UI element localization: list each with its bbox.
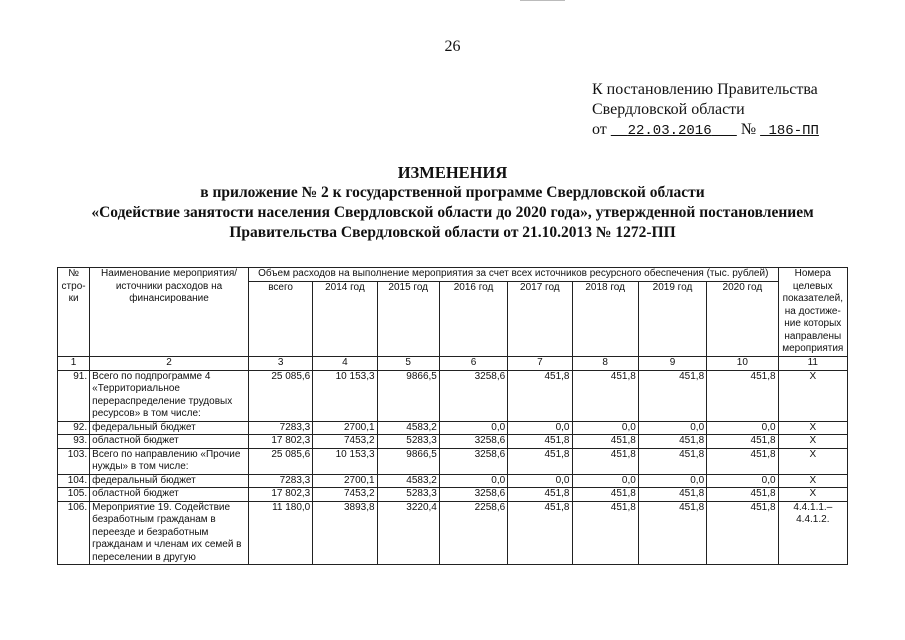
amount-cell: 0,0	[439, 474, 507, 488]
indicator-number: Х	[778, 435, 847, 449]
column-number: 2	[90, 357, 249, 371]
column-number: 3	[248, 357, 312, 371]
decree-number: 186-ПП	[768, 123, 819, 139]
decree-date-line	[592, 120, 819, 141]
amount-cell: 10 153,3	[313, 448, 377, 474]
row-number: 93.	[58, 435, 90, 449]
heading-line-3: Правительства Свердловской области от 21.10.2013 № 1272-ПП	[229, 224, 676, 241]
column-number: 11	[778, 357, 847, 371]
amount-cell: 4583,2	[377, 474, 439, 488]
header-2017: 2017 год	[508, 281, 572, 357]
amount-cell: 451,8	[707, 501, 778, 565]
table-row	[58, 501, 848, 565]
event-name: Мероприятие 19. Содействие безработным гражданам в переезде и безработным гражданам и членам их семей в переселении в другую	[90, 501, 249, 565]
amount-cell: 17 802,3	[248, 488, 312, 502]
table-row	[58, 474, 848, 488]
amount-cell: 7453,2	[313, 435, 377, 449]
amount-cell: 10 153,3	[313, 370, 377, 421]
column-number-row	[58, 357, 848, 371]
amount-cell: 451,8	[572, 435, 638, 449]
decree-date: 22.03.2016	[627, 123, 712, 139]
amount-cell: 451,8	[508, 448, 572, 474]
table-row	[58, 370, 848, 421]
amount-cell: 0,0	[439, 421, 507, 435]
table-row	[58, 448, 848, 474]
amount-cell: 17 802,3	[248, 435, 312, 449]
page-number: 26	[444, 38, 461, 55]
decree-from-label: от	[592, 121, 607, 138]
amount-cell: 3893,8	[313, 501, 377, 565]
heading-line-1: в приложение № 2 к государственной программе Свердловской области	[200, 184, 705, 201]
table-row	[58, 488, 848, 502]
amount-cell: 451,8	[572, 448, 638, 474]
amount-cell: 451,8	[638, 501, 706, 565]
amount-cell: 9866,5	[377, 448, 439, 474]
header-row-1	[58, 268, 848, 282]
amount-cell: 0,0	[707, 421, 778, 435]
row-number: 92.	[58, 421, 90, 435]
amount-cell: 2258,6	[439, 501, 507, 565]
amount-cell: 0,0	[707, 474, 778, 488]
amount-cell: 25 085,6	[248, 448, 312, 474]
row-number: 105.	[58, 488, 90, 502]
amount-cell: 11 180,0	[248, 501, 312, 565]
amount-cell: 451,8	[572, 501, 638, 565]
amount-cell: 451,8	[707, 488, 778, 502]
amount-cell: 451,8	[638, 448, 706, 474]
header-2019: 2019 год	[638, 281, 706, 357]
header-2015: 2015 год	[377, 281, 439, 357]
heading-line-2: «Содействие занятости населения Свердловской области до 2020 года», утвержденной постановлением	[91, 204, 814, 221]
column-number: 7	[508, 357, 572, 371]
header-event-name: Наименование мероприятия/ источники расходов на финансирование	[90, 268, 249, 357]
row-number: 106.	[58, 501, 90, 565]
amount-cell: 3258,6	[439, 370, 507, 421]
amount-cell: 3258,6	[439, 435, 507, 449]
amount-cell: 451,8	[638, 435, 706, 449]
column-number: 10	[707, 357, 778, 371]
amount-cell: 7283,3	[248, 474, 312, 488]
indicator-number: Х	[778, 421, 847, 435]
row-number: 103.	[58, 448, 90, 474]
table-row	[58, 435, 848, 449]
row-number: 104.	[58, 474, 90, 488]
header-expenditure-group: Объем расходов на выполнение мероприятия за счет всех источников ресурсного обеспечения (тыс. рублей)	[248, 268, 778, 282]
amount-cell: 451,8	[707, 370, 778, 421]
amount-cell: 451,8	[638, 488, 706, 502]
event-name: федеральный бюджет	[90, 474, 249, 488]
amount-cell: 451,8	[572, 370, 638, 421]
amount-cell: 451,8	[707, 435, 778, 449]
amount-cell: 451,8	[638, 370, 706, 421]
amount-cell: 5283,3	[377, 435, 439, 449]
amount-cell: 2700,1	[313, 474, 377, 488]
amount-cell: 3258,6	[439, 448, 507, 474]
decree-no-label: №	[740, 121, 757, 138]
amount-cell: 451,8	[508, 501, 572, 565]
amount-cell: 4583,2	[377, 421, 439, 435]
indicator-number: Х	[778, 370, 847, 421]
header-indicators: Номера целевых показателей, на достиже- ние которых направлены мероприятия	[778, 268, 847, 357]
decree-line-2: Свердловской области	[592, 101, 745, 118]
amount-cell: 3220,4	[377, 501, 439, 565]
event-name: областной бюджет	[90, 488, 249, 502]
amount-cell: 0,0	[638, 474, 706, 488]
column-number: 8	[572, 357, 638, 371]
column-number: 5	[377, 357, 439, 371]
amount-cell: 2700,1	[313, 421, 377, 435]
amount-cell: 5283,3	[377, 488, 439, 502]
document-heading	[0, 163, 905, 243]
amount-cell: 7453,2	[313, 488, 377, 502]
amount-cell: 451,8	[707, 448, 778, 474]
amount-cell: 7283,3	[248, 421, 312, 435]
event-name: Всего по подпрограмме 4 «Территориальное перераспределение трудовых ресурсов» в том числе:	[90, 370, 249, 421]
header-total: всего	[248, 281, 312, 357]
amount-cell: 0,0	[572, 421, 638, 435]
column-number: 9	[638, 357, 706, 371]
column-number: 4	[313, 357, 377, 371]
header-2020: 2020 год	[707, 281, 778, 357]
amount-cell: 451,8	[508, 488, 572, 502]
decree-line-1: К постановлению Правительства	[592, 81, 818, 98]
amount-cell: 9866,5	[377, 370, 439, 421]
column-number: 1	[58, 357, 90, 371]
event-name: областной бюджет	[90, 435, 249, 449]
scan-edge-line	[520, 0, 565, 1]
amount-cell: 451,8	[508, 370, 572, 421]
indicator-number: 4.4.1.1.– 4.4.1.2.	[778, 501, 847, 565]
amount-cell: 0,0	[508, 421, 572, 435]
amount-cell: 0,0	[638, 421, 706, 435]
event-name: федеральный бюджет	[90, 421, 249, 435]
header-2018: 2018 год	[572, 281, 638, 357]
amount-cell: 451,8	[508, 435, 572, 449]
table-body	[58, 370, 848, 565]
indicator-number: Х	[778, 474, 847, 488]
heading-title: ИЗМЕНЕНИЯ	[397, 163, 508, 182]
decree-reference	[592, 80, 819, 141]
header-2014: 2014 год	[313, 281, 377, 357]
indicator-number: Х	[778, 448, 847, 474]
row-number: 91.	[58, 370, 90, 421]
column-number: 6	[439, 357, 507, 371]
amount-cell: 0,0	[572, 474, 638, 488]
header-row-number: № стро- ки	[58, 268, 90, 357]
expenditure-table	[57, 267, 848, 565]
amount-cell: 0,0	[508, 474, 572, 488]
amount-cell: 451,8	[572, 488, 638, 502]
event-name: Всего по направлению «Прочие нужды» в том числе:	[90, 448, 249, 474]
indicator-number: Х	[778, 488, 847, 502]
amount-cell: 3258,6	[439, 488, 507, 502]
amount-cell: 25 085,6	[248, 370, 312, 421]
header-2016: 2016 год	[439, 281, 507, 357]
table-row	[58, 421, 848, 435]
